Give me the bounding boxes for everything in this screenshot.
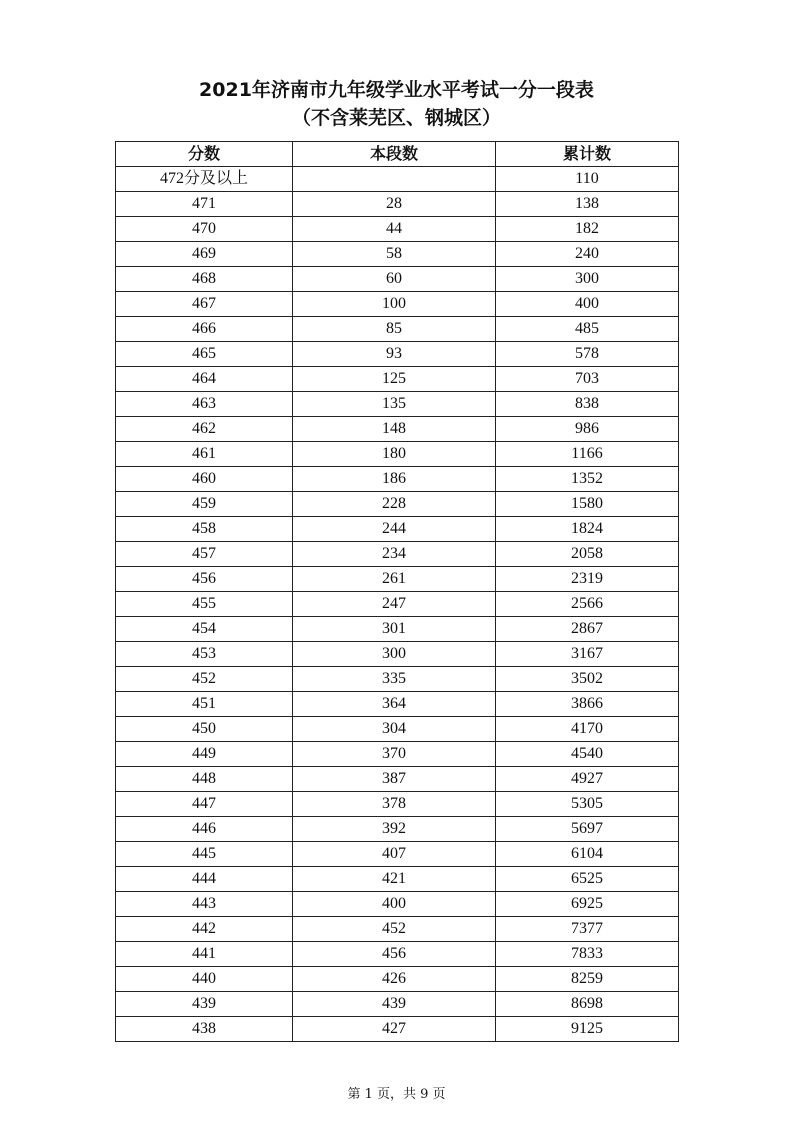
cell-segment-count: 421 bbox=[293, 867, 496, 892]
cell-cumulative-count: 1352 bbox=[496, 467, 679, 492]
header-cumulative-count: 累计数 bbox=[496, 142, 679, 167]
cell-score: 451 bbox=[116, 692, 293, 717]
cell-cumulative-count: 182 bbox=[496, 217, 679, 242]
table-row bbox=[116, 217, 679, 242]
cell-segment-count: 300 bbox=[293, 642, 496, 667]
cell-score: 443 bbox=[116, 892, 293, 917]
cell-cumulative-count: 986 bbox=[496, 417, 679, 442]
cell-cumulative-count: 1824 bbox=[496, 517, 679, 542]
cell-segment-count: 370 bbox=[293, 742, 496, 767]
page-subtitle: （不含莱芜区、钢城区） bbox=[291, 107, 501, 129]
cell-segment-count: 364 bbox=[293, 692, 496, 717]
cell-cumulative-count: 138 bbox=[496, 192, 679, 217]
cell-segment-count: 247 bbox=[293, 592, 496, 617]
table-row bbox=[116, 292, 679, 317]
cell-score: 455 bbox=[116, 592, 293, 617]
cell-segment-count: 44 bbox=[293, 217, 496, 242]
cell-score: 463 bbox=[116, 392, 293, 417]
cell-cumulative-count: 6525 bbox=[496, 867, 679, 892]
cell-cumulative-count: 5697 bbox=[496, 817, 679, 842]
cell-segment-count: 135 bbox=[293, 392, 496, 417]
cell-cumulative-count: 4170 bbox=[496, 717, 679, 742]
cell-cumulative-count: 300 bbox=[496, 267, 679, 292]
table-row bbox=[116, 442, 679, 467]
table-row bbox=[116, 967, 679, 992]
table-row bbox=[116, 417, 679, 442]
cell-cumulative-count: 9125 bbox=[496, 1017, 679, 1042]
table-row bbox=[116, 267, 679, 292]
cell-segment-count: 186 bbox=[293, 467, 496, 492]
cell-cumulative-count: 6104 bbox=[496, 842, 679, 867]
cell-score: 452 bbox=[116, 667, 293, 692]
cell-segment-count: 407 bbox=[293, 842, 496, 867]
table-row bbox=[116, 842, 679, 867]
cell-cumulative-count: 3502 bbox=[496, 667, 679, 692]
cell-cumulative-count: 7833 bbox=[496, 942, 679, 967]
table-row bbox=[116, 742, 679, 767]
cell-cumulative-count: 8698 bbox=[496, 992, 679, 1017]
cell-cumulative-count: 1580 bbox=[496, 492, 679, 517]
table-row bbox=[116, 192, 679, 217]
cell-segment-count: 148 bbox=[293, 417, 496, 442]
cell-score: 472分及以上 bbox=[116, 167, 293, 192]
table-row bbox=[116, 817, 679, 842]
cell-segment-count: 228 bbox=[293, 492, 496, 517]
table-row bbox=[116, 492, 679, 517]
cell-score: 438 bbox=[116, 1017, 293, 1042]
table-row bbox=[116, 642, 679, 667]
cell-segment-count: 427 bbox=[293, 1017, 496, 1042]
cell-score: 460 bbox=[116, 467, 293, 492]
table-row bbox=[116, 942, 679, 967]
cell-segment-count: 85 bbox=[293, 317, 496, 342]
table-row bbox=[116, 592, 679, 617]
cell-cumulative-count: 1166 bbox=[496, 442, 679, 467]
table-row bbox=[116, 167, 679, 192]
table-row bbox=[116, 917, 679, 942]
cell-cumulative-count: 400 bbox=[496, 292, 679, 317]
cell-score: 465 bbox=[116, 342, 293, 367]
cell-segment-count: 335 bbox=[293, 667, 496, 692]
table-row bbox=[116, 692, 679, 717]
cell-cumulative-count: 2566 bbox=[496, 592, 679, 617]
cell-score: 468 bbox=[116, 267, 293, 292]
table-header-row bbox=[116, 142, 679, 167]
cell-cumulative-count: 7377 bbox=[496, 917, 679, 942]
table-row bbox=[116, 1017, 679, 1042]
cell-score: 445 bbox=[116, 842, 293, 867]
cell-segment-count: 456 bbox=[293, 942, 496, 967]
table-row bbox=[116, 392, 679, 417]
cell-segment-count bbox=[293, 167, 496, 192]
cell-score: 471 bbox=[116, 192, 293, 217]
cell-score: 449 bbox=[116, 742, 293, 767]
table-row bbox=[116, 517, 679, 542]
cell-cumulative-count: 110 bbox=[496, 167, 679, 192]
cell-cumulative-count: 2058 bbox=[496, 542, 679, 567]
table-row bbox=[116, 992, 679, 1017]
cell-cumulative-count: 2319 bbox=[496, 567, 679, 592]
cell-score: 448 bbox=[116, 767, 293, 792]
cell-cumulative-count: 5305 bbox=[496, 792, 679, 817]
table-row bbox=[116, 342, 679, 367]
cell-score: 462 bbox=[116, 417, 293, 442]
table-row bbox=[116, 367, 679, 392]
cell-score: 464 bbox=[116, 367, 293, 392]
cell-score: 461 bbox=[116, 442, 293, 467]
cell-score: 453 bbox=[116, 642, 293, 667]
cell-segment-count: 93 bbox=[293, 342, 496, 367]
cell-segment-count: 301 bbox=[293, 617, 496, 642]
cell-segment-count: 400 bbox=[293, 892, 496, 917]
cell-segment-count: 392 bbox=[293, 817, 496, 842]
cell-cumulative-count: 4540 bbox=[496, 742, 679, 767]
page-title: 2021年济南市九年级学业水平考试一分一段表 bbox=[199, 79, 594, 101]
table-row bbox=[116, 792, 679, 817]
cell-score: 450 bbox=[116, 717, 293, 742]
cell-score: 466 bbox=[116, 317, 293, 342]
cell-segment-count: 125 bbox=[293, 367, 496, 392]
cell-score: 441 bbox=[116, 942, 293, 967]
table-row bbox=[116, 867, 679, 892]
table-row bbox=[116, 617, 679, 642]
cell-score: 467 bbox=[116, 292, 293, 317]
cell-cumulative-count: 8259 bbox=[496, 967, 679, 992]
cell-segment-count: 378 bbox=[293, 792, 496, 817]
cell-segment-count: 304 bbox=[293, 717, 496, 742]
cell-segment-count: 426 bbox=[293, 967, 496, 992]
cell-score: 440 bbox=[116, 967, 293, 992]
cell-segment-count: 452 bbox=[293, 917, 496, 942]
cell-score: 454 bbox=[116, 617, 293, 642]
table-row bbox=[116, 242, 679, 267]
cell-score: 439 bbox=[116, 992, 293, 1017]
cell-cumulative-count: 3167 bbox=[496, 642, 679, 667]
cell-score: 447 bbox=[116, 792, 293, 817]
cell-cumulative-count: 4927 bbox=[496, 767, 679, 792]
cell-score: 469 bbox=[116, 242, 293, 267]
cell-segment-count: 28 bbox=[293, 192, 496, 217]
cell-score: 446 bbox=[116, 817, 293, 842]
table-row bbox=[116, 467, 679, 492]
page-number: 第 1 页，共 9 页 bbox=[347, 1087, 446, 1102]
cell-score: 459 bbox=[116, 492, 293, 517]
cell-segment-count: 439 bbox=[293, 992, 496, 1017]
table-row bbox=[116, 317, 679, 342]
cell-score: 442 bbox=[116, 917, 293, 942]
header-segment-count: 本段数 bbox=[293, 142, 496, 167]
cell-cumulative-count: 838 bbox=[496, 392, 679, 417]
cell-segment-count: 387 bbox=[293, 767, 496, 792]
table-row bbox=[116, 542, 679, 567]
cell-score: 458 bbox=[116, 517, 293, 542]
cell-cumulative-count: 578 bbox=[496, 342, 679, 367]
header-score: 分数 bbox=[116, 142, 293, 167]
cell-segment-count: 261 bbox=[293, 567, 496, 592]
cell-segment-count: 234 bbox=[293, 542, 496, 567]
table-row bbox=[116, 717, 679, 742]
cell-segment-count: 180 bbox=[293, 442, 496, 467]
cell-cumulative-count: 703 bbox=[496, 367, 679, 392]
cell-segment-count: 60 bbox=[293, 267, 496, 292]
table-row bbox=[116, 892, 679, 917]
table-row bbox=[116, 667, 679, 692]
cell-cumulative-count: 240 bbox=[496, 242, 679, 267]
cell-cumulative-count: 3866 bbox=[496, 692, 679, 717]
cell-score: 456 bbox=[116, 567, 293, 592]
cell-cumulative-count: 6925 bbox=[496, 892, 679, 917]
cell-segment-count: 58 bbox=[293, 242, 496, 267]
cell-cumulative-count: 2867 bbox=[496, 617, 679, 642]
cell-score: 457 bbox=[116, 542, 293, 567]
table-body bbox=[116, 167, 679, 1042]
cell-segment-count: 100 bbox=[293, 292, 496, 317]
cell-segment-count: 244 bbox=[293, 517, 496, 542]
table-row bbox=[116, 567, 679, 592]
cell-cumulative-count: 485 bbox=[496, 317, 679, 342]
cell-score: 444 bbox=[116, 867, 293, 892]
score-distribution-table bbox=[115, 141, 679, 1042]
cell-score: 470 bbox=[116, 217, 293, 242]
table-row bbox=[116, 767, 679, 792]
